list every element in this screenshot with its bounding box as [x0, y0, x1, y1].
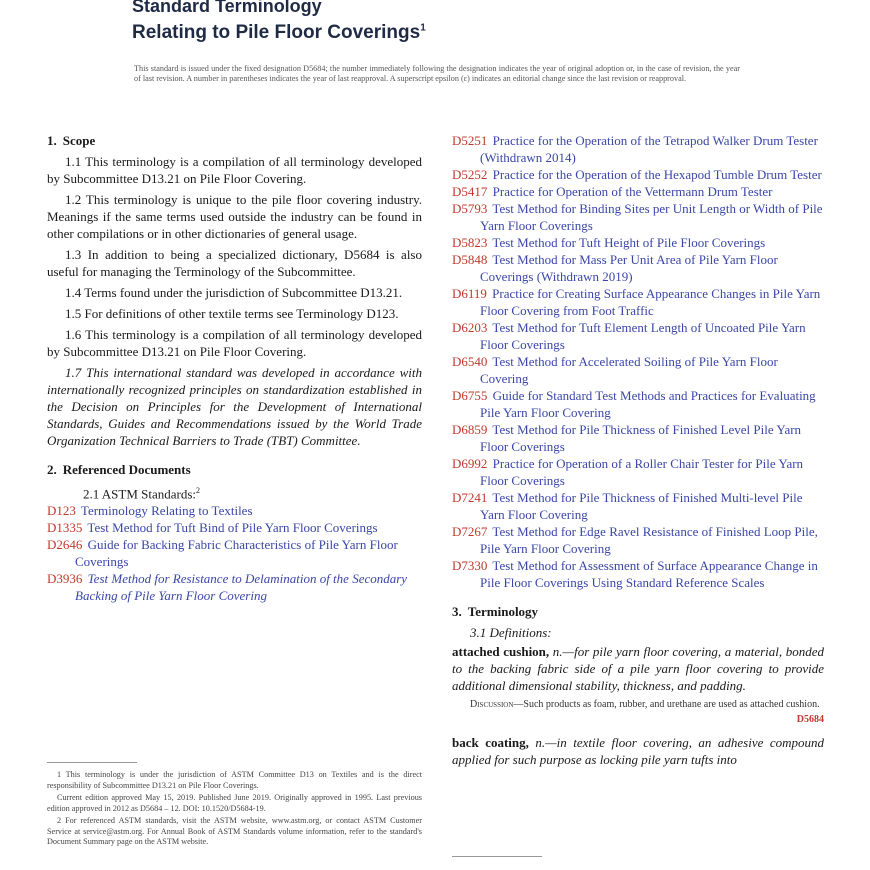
right-column: [452, 132, 824, 768]
reference-title: Practice for the Operation of the Hexapod Tumble Drum Tester: [492, 167, 822, 182]
reference-title: Practice for Operation of the Vettermann Drum Tester: [492, 184, 773, 199]
reference-code: D5417: [452, 184, 488, 199]
scope-paragraph: 1.2 This terminology is unique to the pile floor covering industry. Meanings if the same terms used outside the industry can be found in other compilations or in other dictionaries of general usage.: [47, 192, 422, 241]
reference-title: Test Method for Edge Ravel Resistance of Finished Loop Pile, Pile Yarn Floor Covering: [480, 524, 818, 556]
reference-title: Test Method for Assessment of Surface Appearance Change in Pile Floor Coverings Using Standard Reference Scales: [480, 558, 818, 590]
section-scope-heading: [47, 132, 422, 149]
reference-link[interactable]: [47, 536, 422, 570]
astm-footnote-mark: 2: [196, 486, 201, 495]
reference-code: D123: [47, 503, 76, 519]
reference-title: Test Method for Tuft Height of Pile Floor Coverings: [492, 235, 766, 250]
reference-link[interactable]: [452, 387, 824, 421]
footnote-2: 2 For referenced ASTM standards, visit the ASTM website, www.astm.org, or contact ASTM Customer Service at service@astm.org. For Annual Book of ASTM Standards volume information, refer to the standard's Document Summary page on the ASTM website.: [47, 816, 422, 846]
reference-link[interactable]: [452, 166, 824, 183]
reference-code: D7241: [452, 490, 488, 505]
scope-paragraph: 1.4 Terms found under the jurisdiction of Subcommittee D13.21.: [65, 285, 403, 300]
section-number: 1.: [47, 133, 57, 148]
document-title-line1: Standard Terminology: [132, 0, 322, 16]
reference-title: Test Method for Mass Per Unit Area of Pile Yarn Floor Coverings (Withdrawn 2019): [480, 252, 778, 284]
reference-link[interactable]: [452, 183, 824, 200]
discussion-text: —Such products as foam, rubber, and urethane are used as attached cushion.: [513, 699, 820, 710]
reference-link[interactable]: [452, 200, 824, 234]
reference-link[interactable]: [452, 557, 824, 591]
scope-paragraph: 1.6 This terminology is a compilation of all terminology developed by Subcommittee D13.21 on Pile Floor Covering.: [47, 327, 422, 359]
section-number: 3.: [452, 604, 462, 619]
title-footnote-mark: 1: [420, 22, 426, 34]
reference-code: D6540: [452, 354, 488, 369]
reference-code: D5793: [452, 201, 488, 216]
reference-title: Test Method for Resistance to Delamination of the Secondary Backing of Pile Yarn Floor Covering: [75, 571, 408, 604]
reference-link[interactable]: [452, 523, 824, 557]
reference-code: D6992: [452, 456, 488, 471]
term-entry: [452, 643, 824, 694]
reference-link[interactable]: [452, 285, 824, 319]
reference-title: Practice for the Operation of the Tetrapod Walker Drum Tester (Withdrawn 2014): [480, 133, 818, 165]
astm-label-text: 2.1 ASTM Standards:: [83, 486, 197, 502]
term-entry: [452, 734, 824, 768]
reference-link[interactable]: [452, 455, 824, 489]
term-name: attached cushion,: [452, 644, 550, 659]
reference-code: D6755: [452, 388, 488, 403]
section-number: 2.: [47, 462, 57, 477]
term-definition: n.—for pile yarn floor covering, a material, bonded to the backing fabric side of a pile yarn floor covering to provide additional dimensional stability, thickness, and padding.: [452, 644, 825, 693]
footnotes: [47, 770, 422, 850]
reference-code: D5848: [452, 252, 488, 267]
reference-code: D3936: [47, 571, 83, 587]
reference-link[interactable]: [452, 251, 824, 285]
footnote-1-edition: Current edition approved May 15, 2019. Published June 2019. Originally approved in 1995. Last previous edition approved in 2012 as D5684 – 12. DOI: 10.1520/D5684-19.: [47, 793, 422, 813]
discussion-note: [470, 698, 824, 711]
definitions-subheading: 3.1 Definitions:: [470, 625, 552, 640]
reference-title: Test Method for Accelerated Soiling of Pile Yarn Floor Covering: [480, 354, 778, 386]
reference-title: Guide for Backing Fabric Characteristics of Pile Yarn Floor Coverings: [75, 537, 398, 570]
reference-code: D5823: [452, 235, 488, 250]
reference-link[interactable]: [452, 234, 824, 251]
section-title: Scope: [62, 133, 96, 148]
reference-link[interactable]: [452, 489, 824, 523]
reference-code: D7267: [452, 524, 488, 539]
reference-title: Test Method for Tuft Element Length of Uncoated Pile Yarn Floor Coverings: [480, 320, 806, 352]
reference-link[interactable]: [47, 502, 422, 519]
footnote-divider-right: [452, 856, 542, 857]
footnote-1: 1 This terminology is under the jurisdiction of ASTM Committee D13 on Textiles and is the direct responsibility of Subcommittee D13.21 on Pile Floor Coverings.: [47, 770, 422, 790]
reference-link[interactable]: [47, 519, 422, 536]
reference-title: Practice for Operation of a Roller Chair Tester for Pile Yarn Floor Coverings: [480, 456, 804, 488]
reference-code: D5251: [452, 133, 488, 148]
term-name: back coating,: [452, 735, 529, 750]
reference-title: Terminology Relating to Textiles: [80, 503, 253, 519]
reference-title: Test Method for Pile Thickness of Finished Level Pile Yarn Floor Coverings: [480, 422, 802, 454]
reference-code: D1335: [47, 520, 83, 536]
designation-preface: This standard is issued under the fixed designation D5684; the number immediately following the designation indicates the year of original adoption or, in the case of revision, the year of last revision. A number in parentheses indicates the year of last reapproval. A superscript epsilon (ε) indicates an editorial change since the last revision or reapproval.: [134, 64, 740, 84]
term-definition: n.—in textile floor covering, an adhesive compound applied for such purpose as locking pile yarn tufts into: [452, 735, 824, 767]
scope-paragraph: 1.5 For definitions of other textile terms see Terminology D123.: [65, 306, 399, 321]
reference-title: Test Method for Binding Sites per Unit Length or Width of Pile Yarn Floor Coverings: [480, 201, 823, 233]
section-title: Terminology: [467, 604, 539, 619]
reference-title: Guide for Standard Test Methods and Practices for Evaluating Pile Yarn Floor Covering: [480, 388, 816, 420]
reference-link[interactable]: [452, 319, 824, 353]
designation-stamp: D5684: [796, 714, 824, 725]
reference-link[interactable]: [452, 421, 824, 455]
scope-wto-paragraph: 1.7 This international standard was developed in accordance with internationally recognized principles on standardization established in the Decision on Principles for the Development of International Standards, Guides and Recommendations issued by the World Trade Organization Technical Barriers to Trade (TBT) Committee.: [47, 365, 422, 448]
section-referenced-heading: [47, 461, 422, 478]
astm-standards-label: [65, 482, 422, 502]
reference-code: D2646: [47, 537, 83, 553]
title-text: Relating to Pile Floor Coverings: [132, 22, 421, 43]
reference-title: Test Method for Pile Thickness of Finished Multi-level Pile Yarn Floor Covering: [480, 490, 803, 522]
reference-title: Test Method for Tuft Bind of Pile Yarn Floor Coverings: [87, 520, 378, 536]
reference-link[interactable]: [452, 132, 824, 166]
reference-code: D5252: [452, 167, 488, 182]
left-column: [47, 132, 422, 604]
scope-paragraph: 1.1 This terminology is a compilation of all terminology developed by Subcommittee D13.21 on Pile Floor Covering.: [47, 154, 422, 186]
document-title-line2: [132, 22, 426, 44]
reference-code: D7330: [452, 558, 488, 573]
reference-link[interactable]: [452, 353, 824, 387]
reference-title: Practice for Creating Surface Appearance Changes in Pile Yarn Floor Covering from Foot Traffic: [480, 286, 821, 318]
scope-paragraph: 1.3 In addition to being a specialized dictionary, D5684 is also useful for managing the Terminology of the Subcommittee.: [47, 247, 422, 279]
reference-code: D6859: [452, 422, 488, 437]
section-title: Referenced Documents: [62, 462, 191, 477]
discussion-label: Discussion: [470, 699, 514, 710]
reference-code: D6203: [452, 320, 488, 335]
reference-code: D6119: [452, 286, 487, 301]
reference-link[interactable]: [47, 570, 422, 604]
footnote-divider: [47, 762, 137, 763]
section-terminology-heading: [452, 603, 824, 620]
